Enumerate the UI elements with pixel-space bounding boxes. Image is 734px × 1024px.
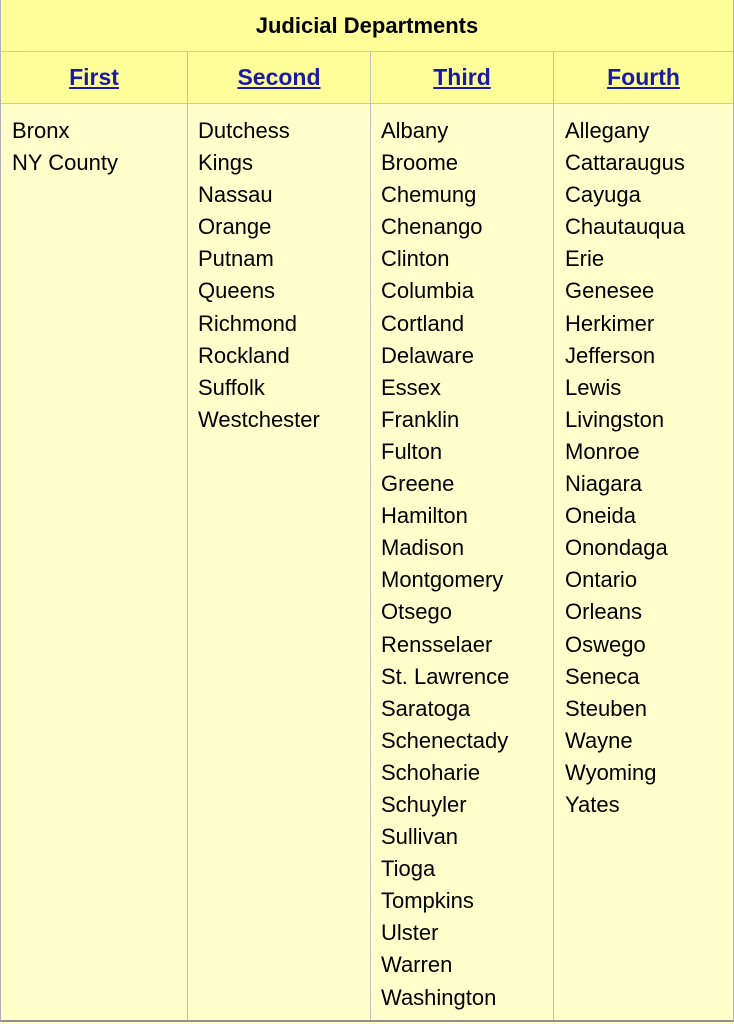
county-item: Essex [381, 374, 441, 400]
county-item: Columbia [381, 278, 474, 304]
county-item: Hamilton [381, 503, 468, 529]
header-cell-third [371, 52, 553, 103]
county-item: Delaware [381, 342, 474, 368]
table-header-row [1, 52, 733, 104]
third-department-link[interactable]: Third [433, 64, 491, 90]
county-item: Warren [381, 952, 453, 978]
county-item: Otsego [381, 599, 452, 625]
county-item: Westchester [198, 406, 320, 432]
county-item: Wyoming [565, 759, 657, 785]
county-item: Nassau [198, 182, 273, 208]
first-department-link[interactable]: First [69, 64, 119, 90]
county-item: Ontario [565, 567, 638, 593]
county-item: Richmond [198, 310, 298, 336]
county-item: Washington [381, 984, 497, 1010]
second-department-county-list [198, 115, 320, 436]
county-item: Bronx [12, 118, 70, 143]
county-item: Ulster [381, 920, 439, 946]
third-department-county-list [381, 115, 509, 1014]
county-item: Tompkins [381, 888, 474, 914]
county-item: Suffolk [198, 374, 265, 400]
county-item: Broome [381, 150, 459, 176]
county-item: Albany [381, 118, 449, 143]
county-item: Queens [198, 278, 276, 304]
county-item: Lewis [565, 374, 622, 400]
column-divider [187, 52, 188, 1020]
county-item: Cayuga [565, 182, 641, 208]
county-item: Fulton [381, 438, 443, 464]
county-item: Greene [381, 471, 455, 497]
county-item: Onondaga [565, 535, 668, 561]
county-item: NY County [12, 150, 118, 176]
header-cell-first [1, 52, 187, 103]
county-item: Schoharie [381, 759, 481, 785]
county-item: Livingston [565, 406, 665, 432]
county-item: Chautauqua [565, 214, 685, 240]
county-item: Tioga [381, 856, 436, 882]
county-item: Herkimer [565, 310, 655, 336]
county-item: Steuben [565, 695, 647, 721]
column-divider [553, 52, 554, 1020]
county-item: Rockland [198, 342, 290, 368]
county-item: Erie [565, 246, 605, 272]
county-item: Putnam [198, 246, 274, 272]
county-item: Franklin [381, 406, 460, 432]
county-item: Chenango [381, 214, 483, 240]
county-item: Cortland [381, 310, 465, 336]
county-item: Jefferson [565, 342, 656, 368]
county-item: Orleans [565, 599, 643, 625]
county-item: Seneca [565, 663, 640, 689]
county-item: Yates [565, 791, 620, 817]
first-department-county-list [12, 115, 118, 179]
county-item: Schuyler [381, 791, 467, 817]
county-item: Cattaraugus [565, 150, 685, 176]
column-divider [370, 52, 371, 1020]
table-title: Judicial Departments [255, 12, 479, 38]
second-department-link[interactable]: Second [237, 64, 321, 90]
county-item: Dutchess [198, 118, 290, 143]
county-item: Orange [198, 214, 272, 240]
header-cell-second [188, 52, 370, 103]
county-item: Sullivan [381, 824, 459, 850]
county-item: Genesee [565, 278, 655, 304]
county-item: Oswego [565, 631, 646, 657]
county-item: Oneida [565, 503, 636, 529]
table-title-row [1, 0, 733, 52]
county-item: Wayne [565, 727, 633, 753]
county-item: Allegany [565, 118, 650, 143]
county-item: Rensselaer [381, 631, 493, 657]
county-item: Madison [381, 535, 465, 561]
county-item: Monroe [565, 438, 640, 464]
county-item: Montgomery [381, 567, 504, 593]
county-item: Clinton [381, 246, 450, 272]
county-item: Saratoga [381, 695, 471, 721]
fourth-department-link[interactable]: Fourth [607, 64, 680, 90]
county-item: Chemung [381, 182, 477, 208]
county-item: Kings [198, 150, 254, 176]
county-item: Niagara [565, 471, 643, 497]
fourth-department-county-list [565, 115, 685, 821]
county-item: Schenectady [381, 727, 509, 753]
county-item: St. Lawrence [381, 663, 510, 689]
header-cell-fourth [554, 52, 733, 103]
